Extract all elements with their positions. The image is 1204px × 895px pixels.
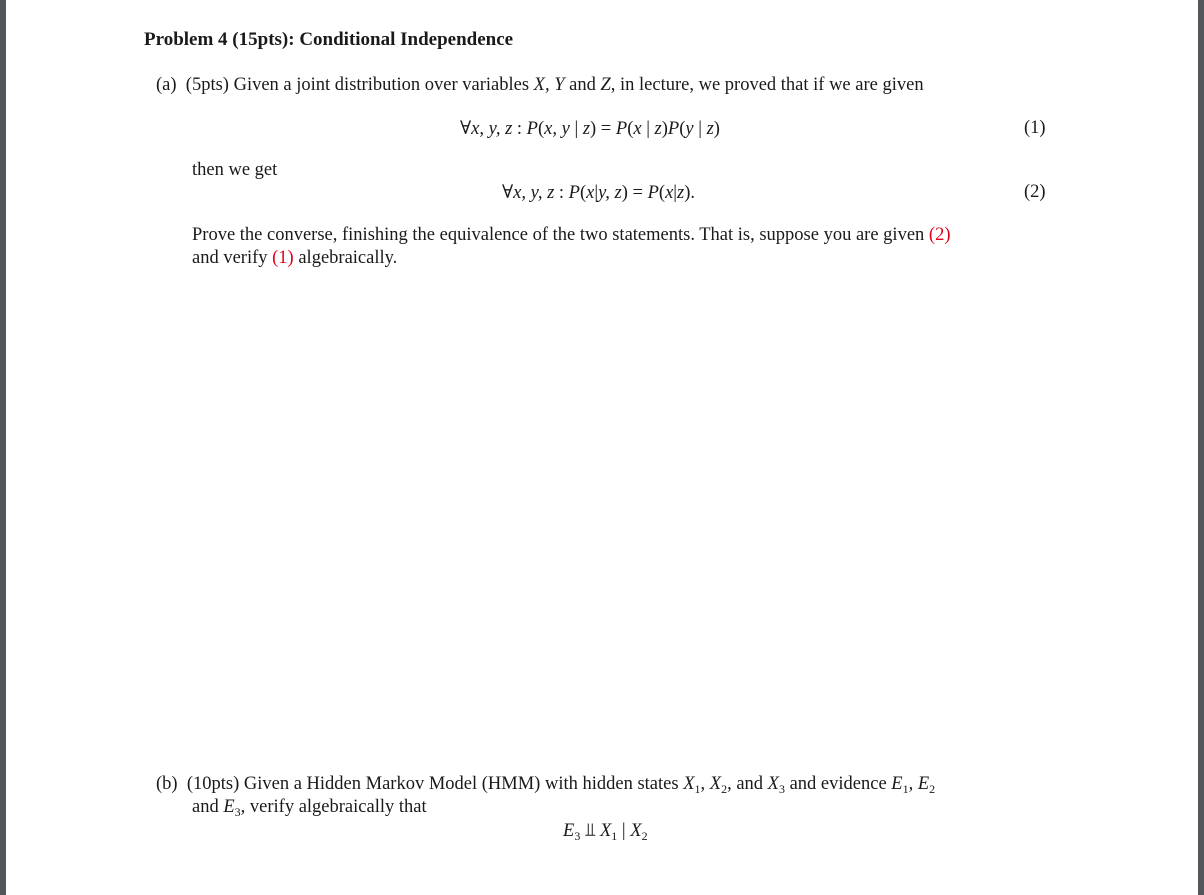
prove-line-2-end: algebraically. bbox=[298, 248, 398, 268]
equation-2: ∀x, y, z : P(x|y, z) = P(x|z). bbox=[502, 183, 696, 203]
equation-2-number: (2) bbox=[1024, 182, 1046, 202]
prove-line-2-start: and verify bbox=[192, 248, 268, 268]
part-a-intro-text: Given a joint distribution over variables X, Y and Z, in lecture, we proved that if we are given bbox=[233, 75, 924, 95]
problem-title: Problem 4 (15pts): Conditional Independence bbox=[144, 29, 514, 50]
part-b-text-line-2: and $E_3$, verify algebraically that bbox=[192, 797, 427, 819]
prove-paragraph bbox=[192, 224, 950, 270]
part-b-points: (10pts) bbox=[186, 774, 240, 794]
then-text: then we get bbox=[192, 160, 278, 180]
part-a-intro bbox=[156, 74, 924, 97]
equation-1-number: (1) bbox=[1024, 118, 1046, 138]
part-a-points: (5pts) bbox=[185, 75, 229, 95]
equation-1: ∀x, y, z : P(x, y | z) = P(x | z)P(y | z) bbox=[460, 119, 720, 139]
equation-1-link[interactable]: (1) bbox=[272, 248, 294, 268]
part-b-text-line-1: Given a Hidden Markov Model (HMM) with hidden states $X_1$, $X_2$, and $X_3$ and evidence $E_1$, $E_2$ bbox=[243, 774, 936, 796]
part-a-label: (a) bbox=[156, 75, 177, 95]
part-b-label: (b) bbox=[156, 774, 178, 794]
document-page bbox=[6, 0, 1198, 895]
part-b-paragraph bbox=[156, 773, 935, 819]
prove-line-1: Prove the converse, finishing the equivalence of the two statements. That is, suppose you are given bbox=[192, 225, 925, 245]
independence-statement: $E_3$ ⫫ $X_1$ | $X_2$ bbox=[563, 821, 648, 843]
equation-2-link[interactable]: (2) bbox=[928, 225, 951, 245]
